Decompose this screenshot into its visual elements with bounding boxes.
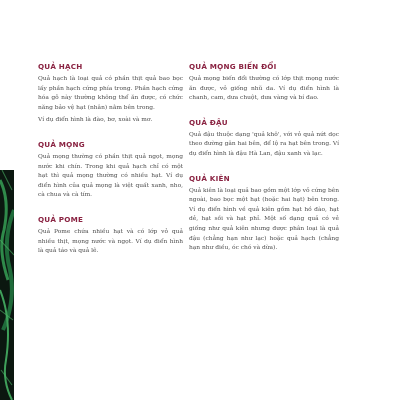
- section-qua-hach: [38, 62, 183, 126]
- section-heading: QUẢ HẠCH: [38, 62, 83, 71]
- section-qua-mong: [38, 140, 183, 201]
- section-heading: QUẢ KIÊN: [189, 173, 230, 183]
- leaf-icon: [0, 170, 14, 400]
- right-column: [189, 62, 339, 268]
- section-paragraph: Quả kiên là loại quả bao gồm một lớp vỏ cứng bên ngoài, bao bọc một hạt (hoặc hai hạt) bên trong. Ví dụ điển hình về quả kiên gồm hạt hồ đào, hạt dẻ, hạt sồi và hạt phỉ. Một số dạng quả có vẻ giống như quả kiên nhưng được phân loại là quả đậu (chẳng hạn như lạc) hoặc quả hạch (chẳng hạn như điều, óc chó và dừa).: [189, 187, 339, 252]
- section-heading: QUẢ MỌNG: [38, 139, 85, 149]
- leaf-image-strip: [0, 170, 14, 400]
- section-heading: QUẢ ĐẬU: [189, 117, 228, 127]
- section-qua-kien: [189, 174, 339, 254]
- section-qua-dau: [189, 118, 339, 160]
- section-qua-pome: [38, 215, 183, 257]
- section-paragraph: Quả Pome chứa nhiều hạt và có lớp vỏ quả nhiều thịt, mọng nước và ngọt. Ví dụ điển hình là quả táo và quả lê.: [38, 228, 183, 255]
- section-paragraph: Quả hạch là loại quả có phần thịt quả bao bọc lấy phần hạch cứng phía trong. Phần hạch cứng hóa gỗ này thường không thể ăn được, có chức năng bảo vệ hạt (nhân) nằm bên trong.: [38, 76, 183, 111]
- section-paragraph: Quả đậu thuộc dạng 'quả khô', với vỏ quả nứt dọc theo đường gân hai bên, để lộ ra hạt bên trong. Ví dụ điển hình là đậu Hà Lan, đậu xanh và lạc.: [189, 131, 339, 157]
- section-paragraph: Ví dụ điển hình là đào, bơ, xoài và mơ.: [38, 117, 153, 124]
- section-qua-mong-bien-doi: [189, 62, 339, 104]
- section-paragraph: Quả mọng thường có phần thịt quả ngọt, mọng nước khi chín. Trong khi quả hạch chỉ có một hạt thì quả mọng thường có nhiều hạt. Ví dụ điển hình của quả mọng là việt quất xanh, nho, cà chua và cà tím.: [38, 153, 183, 199]
- section-heading: QUẢ POME: [38, 214, 84, 224]
- section-paragraph: Quả mọng biến đổi thường có lớp thịt mọng nước ăn được, vỏ giống nhũ da. Ví dụ điển hình là chanh, cam, dưa chuột, dưa vàng và bí đao.: [189, 76, 339, 102]
- left-column: [38, 62, 183, 271]
- section-heading: QUẢ MỌNG BIẾN ĐỔI: [189, 62, 277, 71]
